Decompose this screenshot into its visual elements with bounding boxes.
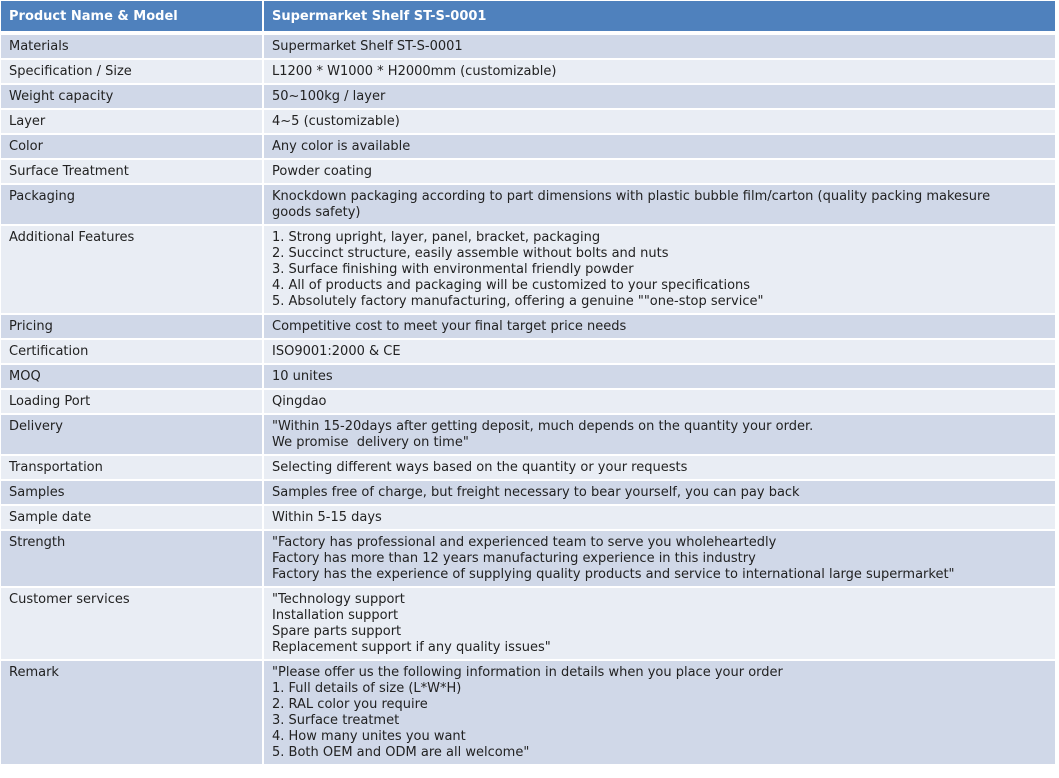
row-label: Materials: [1, 35, 264, 60]
row-value-line: "Please offer us the following information in details when you place your order: [272, 665, 783, 680]
row-value: [264, 35, 1057, 60]
row-value-line: Installation support: [272, 608, 399, 623]
row-value-line: Powder coating: [272, 164, 372, 179]
row-value: [264, 226, 1057, 315]
table-row: [1, 340, 1057, 365]
row-label: Sample date: [1, 506, 264, 531]
row-value: [264, 60, 1057, 85]
row-label: Surface Treatment: [1, 160, 264, 185]
row-label: Customer services: [1, 588, 264, 661]
product-spec-table: [1, 1, 1057, 766]
row-value: [264, 390, 1057, 415]
row-value-line: We promise delivery on time": [272, 435, 469, 450]
row-value-line: 4~5 (customizable): [272, 114, 400, 129]
row-value: [264, 160, 1057, 185]
row-value-line: "Factory has professional and experienced team to serve you wholeheartedly: [272, 535, 777, 550]
row-label: Packaging: [1, 185, 264, 226]
row-value-line: Qingdao: [272, 394, 327, 409]
row-value-line: Replacement support if any quality issues": [272, 640, 551, 655]
table-row: [1, 160, 1057, 185]
table-row: [1, 185, 1057, 226]
row-value-line: goods safety): [272, 205, 361, 220]
row-value: [264, 588, 1057, 661]
row-value-line: "Within 15-20days after getting deposit, much depends on the quantity your order.: [272, 419, 814, 434]
row-value: [264, 110, 1057, 135]
row-value: [264, 315, 1057, 340]
row-label: Additional Features: [1, 226, 264, 315]
row-label: Color: [1, 135, 264, 160]
table-row: [1, 588, 1057, 661]
row-value-line: Competitive cost to meet your final target price needs: [272, 319, 627, 334]
row-value-line: 2. RAL color you require: [272, 697, 428, 712]
row-value-line: 10 unites: [272, 369, 333, 384]
row-value: [264, 481, 1057, 506]
row-value-line: Samples free of charge, but freight necessary to bear yourself, you can pay back: [272, 485, 800, 500]
row-value-line: Spare parts support: [272, 624, 402, 639]
row-label: Layer: [1, 110, 264, 135]
row-label: Specification / Size: [1, 60, 264, 85]
row-value-line: 2. Succinct structure, easily assemble without bolts and nuts: [272, 246, 669, 261]
table-row: [1, 85, 1057, 110]
row-value-line: Supermarket Shelf ST-S-0001: [272, 39, 463, 54]
table-row: [1, 531, 1057, 588]
row-label: Remark: [1, 661, 264, 766]
table-row: [1, 110, 1057, 135]
row-value: [264, 365, 1057, 390]
row-value-line: 3. Surface finishing with environmental friendly powder: [272, 262, 634, 277]
header-value-cell: Supermarket Shelf ST-S-0001: [264, 1, 1057, 35]
row-value: [264, 135, 1057, 160]
row-label: MOQ: [1, 365, 264, 390]
table-row: [1, 506, 1057, 531]
table-header-row: [1, 1, 1057, 35]
row-value-line: Factory has the experience of supplying quality products and service to international large supermarket": [272, 567, 955, 582]
table-row: [1, 481, 1057, 506]
row-label: Pricing: [1, 315, 264, 340]
row-value-line: Selecting different ways based on the quantity or your requests: [272, 460, 688, 475]
row-value: [264, 340, 1057, 365]
table-row: [1, 60, 1057, 85]
row-value-line: 50~100kg / layer: [272, 89, 386, 104]
row-value: [264, 415, 1057, 456]
table-row: [1, 315, 1057, 340]
row-label: Weight capacity: [1, 85, 264, 110]
table-row: [1, 365, 1057, 390]
row-value-line: 5. Both OEM and ODM are all welcome": [272, 745, 530, 760]
row-value-line: 3. Surface treatmet: [272, 713, 400, 728]
table-row: [1, 135, 1057, 160]
row-value: [264, 456, 1057, 481]
row-value-line: Factory has more than 12 years manufacturing experience in this industry: [272, 551, 756, 566]
table-row: [1, 661, 1057, 766]
table-row: [1, 415, 1057, 456]
row-value: [264, 85, 1057, 110]
row-label: Strength: [1, 531, 264, 588]
row-value-line: 4. All of products and packaging will be customized to your specifications: [272, 278, 751, 293]
row-value-line: 1. Strong upright, layer, panel, bracket, packaging: [272, 230, 601, 245]
table-row: [1, 390, 1057, 415]
row-value-line: ISO9001:2000 & CE: [272, 344, 401, 359]
row-label: Delivery: [1, 415, 264, 456]
row-value-line: L1200 * W1000 * H2000mm (customizable): [272, 64, 557, 79]
row-value: [264, 531, 1057, 588]
row-value: [264, 185, 1057, 226]
row-value-line: 1. Full details of size (L*W*H): [272, 681, 462, 696]
table-row: [1, 456, 1057, 481]
row-value-line: "Technology support: [272, 592, 405, 607]
table-body: [1, 35, 1057, 766]
header-label-cell: Product Name & Model: [1, 1, 264, 35]
row-value-line: 5. Absolutely factory manufacturing, offering a genuine ""one-stop service": [272, 294, 764, 309]
row-label: Samples: [1, 481, 264, 506]
table-row: [1, 226, 1057, 315]
row-value-line: Any color is available: [272, 139, 411, 154]
row-label: Loading Port: [1, 390, 264, 415]
row-value-line: Within 5-15 days: [272, 510, 382, 525]
table-row: [1, 35, 1057, 60]
row-value-line: Knockdown packaging according to part dimensions with plastic bubble film/carton (quality packing makesure: [272, 189, 991, 204]
row-value-line: 4. How many unites you want: [272, 729, 466, 744]
row-label: Transportation: [1, 456, 264, 481]
row-label: Certification: [1, 340, 264, 365]
row-value: [264, 661, 1057, 766]
row-value: [264, 506, 1057, 531]
